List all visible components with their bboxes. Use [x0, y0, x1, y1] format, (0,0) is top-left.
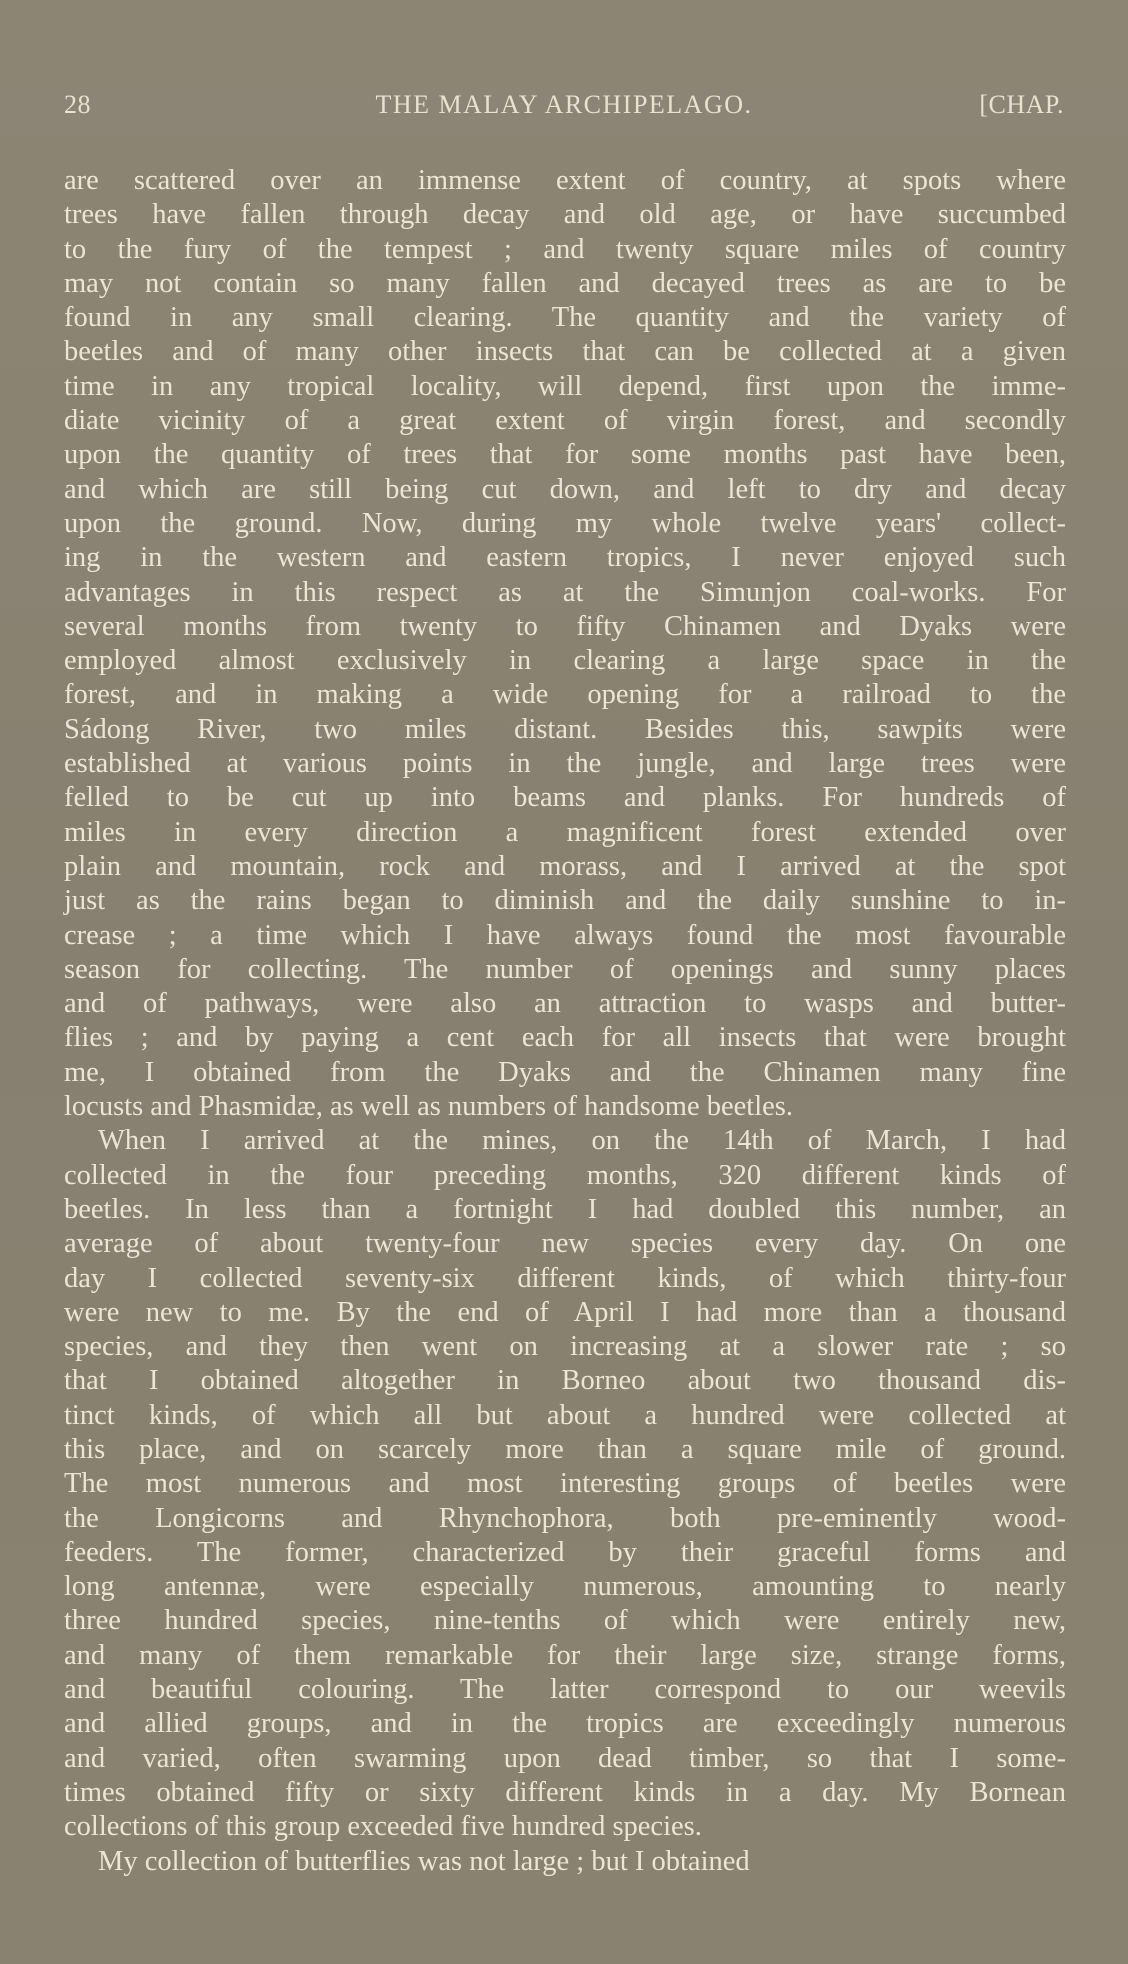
text-line: tinct kinds, of which all but about a hundred were collected at [64, 1399, 1066, 1431]
text-line: upon the ground. Now, during my whole twelve years' collect- [64, 507, 1066, 539]
text-line: miles in every direction a magnificent forest extended over [64, 816, 1066, 848]
text-line: flies ; and by paying a cent each for all insects that were brought [64, 1022, 1066, 1054]
text-line: When I arrived at the mines, on the 14th of March, I had [98, 1125, 1066, 1157]
text-line: crease ; a time which I have always found the most favourable [64, 919, 1066, 951]
text-line: and many of them remarkable for their large size, strange forms, [64, 1639, 1066, 1671]
text-line: and allied groups, and in the tropics are exceedingly numerous [64, 1708, 1066, 1740]
text-line: established at various points in the jungle, and large trees were [64, 748, 1066, 780]
text-line: Sádong River, two miles distant. Besides this, sawpits were [64, 713, 1066, 745]
text-line: ing in the western and eastern tropics, I never enjoyed such [64, 542, 1066, 574]
paragraph [64, 1845, 1066, 1879]
paragraph [64, 164, 1066, 1124]
text-line: forest, and in making a wide opening for a railroad to the [64, 679, 1066, 711]
text-line: that I obtained altogether in Borneo about two thousand dis- [64, 1365, 1066, 1397]
text-line: were new to me. By the end of April I had more than a thousand [64, 1296, 1066, 1328]
running-head [64, 90, 1064, 130]
text-line: just as the rains began to diminish and the daily sunshine to in- [64, 885, 1066, 917]
text-line: upon the quantity of trees that for some months past have been, [64, 439, 1066, 471]
paragraph [64, 1124, 1066, 1844]
text-line: felled to be cut up into beams and planks. For hundreds of [64, 782, 1066, 814]
text-line: found in any small clearing. The quantity and the variety of [64, 302, 1066, 334]
text-line: and beautiful colouring. The latter correspond to our weevils [64, 1674, 1066, 1706]
text-line: species, and they then went on increasing at a slower rate ; so [64, 1331, 1066, 1363]
text-line: plain and mountain, rock and morass, and I arrived at the spot [64, 850, 1066, 882]
text-line: and which are still being cut down, and left to dry and decay [64, 473, 1066, 505]
text-line: collected in the four preceding months, 320 different kinds of [64, 1159, 1066, 1191]
text-line: beetles and of many other insects that can be collected at a given [64, 336, 1066, 368]
text-line: this place, and on scarcely more than a square mile of ground. [64, 1433, 1066, 1465]
text-line: My collection of butterflies was not large ; but I obtained [98, 1845, 750, 1877]
book-title: THE MALAY ARCHIPELAGO. [375, 90, 753, 119]
text-line: several months from twenty to fifty Chinamen and Dyaks were [64, 610, 1066, 642]
text-line: are scattered over an immense extent of country, at spots where [64, 165, 1066, 196]
text-line: times obtained fifty or sixty different kinds in a day. My Bornean [64, 1776, 1066, 1808]
text-line: the Longicorns and Rhynchophora, both pre-eminently wood- [64, 1502, 1066, 1534]
text-line: The most numerous and most interesting groups of beetles were [64, 1468, 1066, 1500]
text-line: collections of this group exceeded five hundred species. [64, 1811, 702, 1843]
text-line: me, I obtained from the Dyaks and the Chinamen many fine [64, 1056, 1066, 1088]
chapter-label: [CHAP. [979, 90, 1064, 119]
text-line: may not contain so many fallen and decayed trees as are to be [64, 267, 1066, 299]
text-line: to the fury of the tempest ; and twenty square miles of country [64, 233, 1066, 265]
text-line: and varied, often swarming upon dead timber, so that I some- [64, 1742, 1066, 1774]
text-line: feeders. The former, characterized by their graceful forms and [64, 1536, 1066, 1568]
page-number: 28 [64, 90, 91, 119]
text-line: locusts and Phasmidæ, as well as numbers of handsome beetles. [64, 1091, 794, 1123]
text-line: beetles. In less than a fortnight I had doubled this number, an [64, 1193, 1066, 1225]
text-line: time in any tropical locality, will depend, first upon the imme- [64, 370, 1066, 402]
text-line: average of about twenty-four new species every day. On one [64, 1228, 1066, 1260]
text-line: advantages in this respect as at the Simunjon coal-works. For [64, 576, 1066, 608]
text-line: season for collecting. The number of openings and sunny places [64, 953, 1066, 985]
text-line: employed almost exclusively in clearing a large space in the [64, 645, 1066, 677]
body-text [64, 164, 1066, 1879]
text-line: day I collected seventy-six different kinds, of which thirty-four [64, 1262, 1066, 1294]
text-line: three hundred species, nine-tenths of which were entirely new, [64, 1605, 1066, 1637]
text-line: long antennæ, were especially numerous, amounting to nearly [64, 1571, 1066, 1603]
text-line: trees have fallen through decay and old age, or have succumbed [64, 199, 1066, 231]
text-line: and of pathways, were also an attraction to wasps and butter- [64, 988, 1066, 1020]
text-line: diate vicinity of a great extent of virgin forest, and secondly [64, 405, 1066, 437]
